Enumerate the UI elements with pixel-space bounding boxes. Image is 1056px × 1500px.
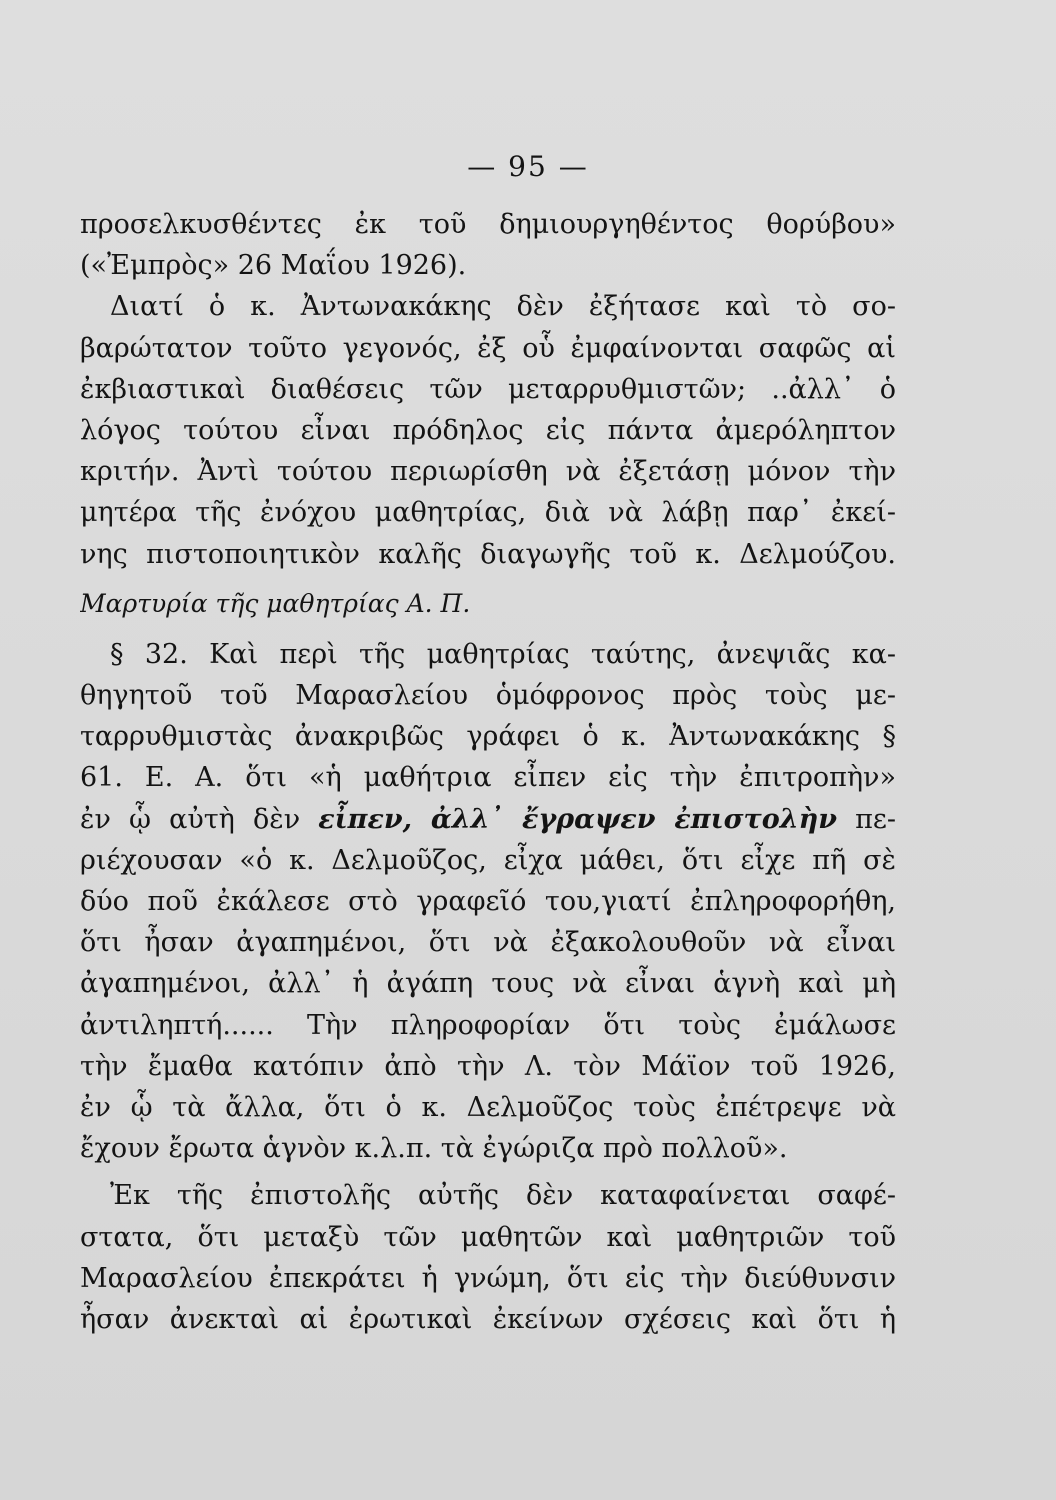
text-line: § 32. Καὶ περὶ τῆς μαθητρίας ταύτης, ἀνεψιᾶς κα- [110, 638, 896, 670]
emphasized-text: εἶπεν, ἀλλ᾽ ἔγραψεν ἐπιστολὴν [318, 803, 838, 835]
text-line: λόγος τούτου εἶναι πρόδηλος εἰς πάντα ἀμερόληπτον [80, 414, 896, 446]
page-number: — 95 — [467, 150, 589, 183]
text-line: ἐκβιαστικαὶ διαθέσεις τῶν μεταρρυθμιστῶν; ..ἀλλ᾽ ὁ [80, 373, 896, 405]
text-line: Ἐκ τῆς ἐπιστολῆς αὐτῆς δὲν καταφαίνεται σαφέ- [110, 1180, 896, 1212]
text-line: προσελκυσθέντες ἐκ τοῦ δημιουργηθέντος θορύβου» [80, 209, 896, 240]
text-line [80, 799, 896, 840]
text-line: νης πιστοποιητικὸν καλῆς διαγωγῆς τοῦ κ. Δελμούζου. [80, 538, 896, 570]
text-line: ἦσαν ἀνεκταὶ αἱ ἐρωτικαὶ ἐκείνων σχέσεις καὶ ὅτι ἡ [80, 1303, 896, 1335]
text-line: κριτήν. Ἀντὶ τούτου περιωρίσθη νὰ ἐξετάσῃ μόνον τὴν [80, 456, 896, 488]
body-text [80, 204, 896, 1340]
text-line: ταρρυθμιστὰς ἀνακριβῶς γράφει ὁ κ. Ἀντωνακάκης § [80, 721, 896, 753]
text-fragment: ἐν ᾧ αὐτὴ δὲν [80, 803, 301, 835]
text-line: ριέχουσαν «ὁ κ. Δελμοῦζος, εἶχα μάθει, ὅτι εἶχε πῆ σὲ [80, 844, 896, 876]
text-line: («Ἐμπρὸς» 26 Μαΐου 1926). [80, 250, 467, 282]
text-line: Διατί ὁ κ. Ἀντωνακάκης δὲν ἐξήτασε καὶ τὸ σο- [110, 291, 896, 323]
text-line: μητέρα τῆς ἐνόχου μαθητρίας, διὰ νὰ λάβῃ παρ᾽ ἐκεί- [80, 497, 896, 529]
text-line: δύο ποῦ ἐκάλεσε στὸ γραφεῖό του,γιατί ἐπληροφορήθη, [80, 886, 896, 917]
text-fragment: πε- [855, 803, 896, 835]
text-line: ὅτι ἦσαν ἀγαπημένοι, ὅτι νὰ ἐξακολουθοῦν νὰ εἶναι [80, 927, 896, 959]
text-line: θηγητοῦ τοῦ Μαρασλείου ὁμόφρονος πρὸς τοὺς με- [80, 680, 896, 712]
text-line: τὴν ἔμαθα κατόπιν ἀπὸ τὴν Λ. τὸν Μάϊον τοῦ 1926, [80, 1050, 896, 1082]
text-line: ἀγαπημένοι, ἀλλ᾽ ἡ ἀγάπη τους νὰ εἶναι ἁγνὴ καὶ μὴ [80, 968, 896, 1000]
text-line: στατα, ὅτι μεταξὺ τῶν μαθητῶν καὶ μαθητριῶν τοῦ [80, 1221, 896, 1253]
text-line: ἀντιληπτή...... Τὴν πληροφορίαν ὅτι τοὺς ἐμάλωσε [80, 1009, 896, 1041]
text-line: ἔχουν ἔρωτα ἁγνὸν κ.λ.π. τὰ ἐγώριζα πρὸ πολλοῦ». [80, 1133, 788, 1165]
text-line: βαρώτατον τοῦτο γεγονός, ἐξ οὗ ἐμφαίνονται σαφῶς αἱ [80, 332, 896, 364]
text-line: 61. Ε. Α. ὅτι «ἡ μαθήτρια εἶπεν εἰς τὴν ἐπιτροπὴν» [80, 762, 896, 794]
section-heading: Μαρτυρία τῆς μαθητρίας Α. Π. [80, 588, 471, 618]
text-line: ἐν ᾧ τὰ ἄλλα, ὅτι ὁ κ. Δελμοῦζος τοὺς ἐπέτρεψε νὰ [80, 1091, 896, 1123]
text-line: Μαρασλείου ἐπεκράτει ἡ γνώμη, ὅτι εἰς τὴν διεύθυνσιν [80, 1262, 896, 1294]
